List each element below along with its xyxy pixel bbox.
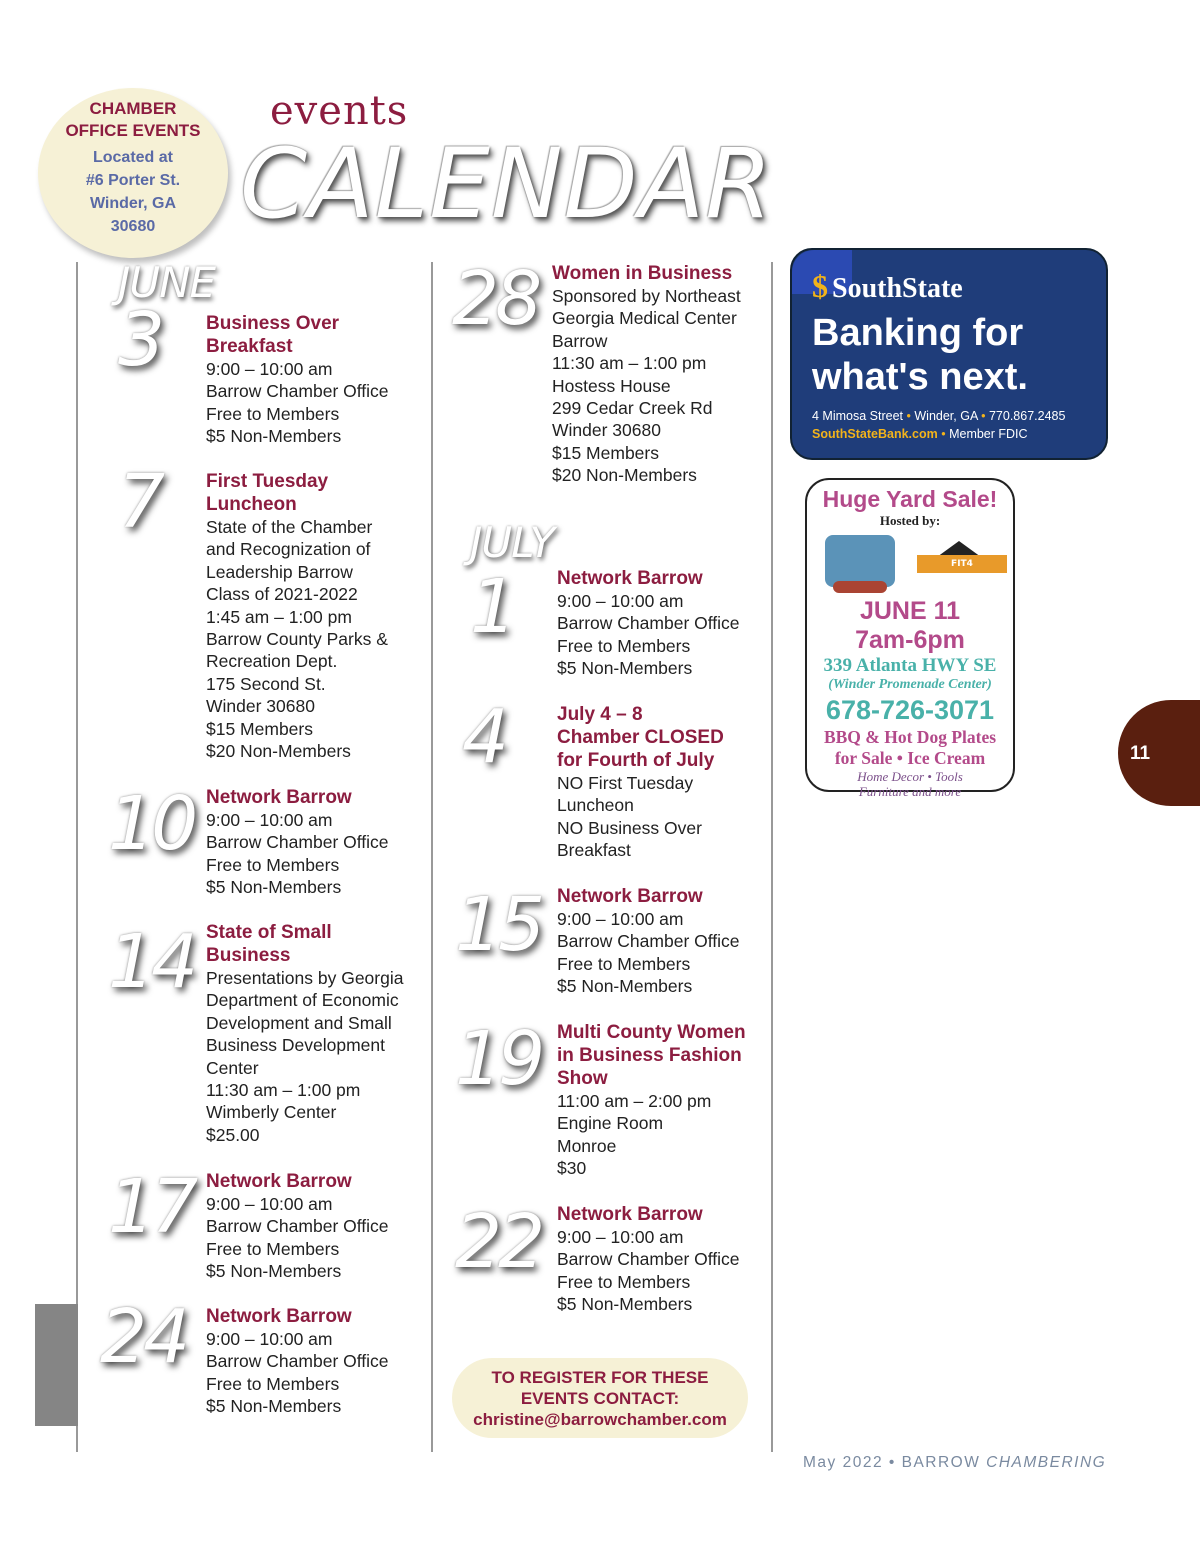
truck-logo-icon bbox=[825, 535, 895, 587]
event-detail: Center bbox=[206, 1057, 259, 1078]
event-day-number: 14 bbox=[108, 919, 195, 1005]
badge-line: OFFICE EVENTS bbox=[65, 121, 201, 140]
event-detail: Sponsored by Northeast bbox=[552, 286, 741, 306]
office-events-badge bbox=[38, 88, 228, 258]
event-detail: $5 Non-Members bbox=[206, 426, 342, 447]
fit4-logo-text: FIT4 ADVENTURES bbox=[917, 555, 1007, 573]
event-title: Network Barrow bbox=[557, 1204, 703, 1225]
event-entry bbox=[557, 885, 767, 998]
event-detail: $5 Non-Members bbox=[557, 658, 693, 679]
event-day-number: 24 bbox=[100, 1294, 187, 1380]
event-detail: $5 Non-Members bbox=[206, 1261, 342, 1282]
event-detail: Engine Room bbox=[557, 1113, 664, 1134]
event-detail: $5 Non-Members bbox=[557, 976, 693, 997]
event-title: Show bbox=[557, 1068, 608, 1089]
event-detail: Free to Members bbox=[206, 403, 340, 424]
event-detail: Free to Members bbox=[206, 1238, 340, 1259]
event-title: Chamber CLOSED bbox=[557, 727, 724, 748]
event-detail: Leadership Barrow bbox=[206, 561, 353, 582]
event-day-number: 22 bbox=[455, 1199, 542, 1285]
sale-time: 7am-6pm bbox=[855, 626, 965, 654]
ad-headline bbox=[812, 311, 1086, 399]
event-title: Network Barrow bbox=[557, 568, 703, 589]
sale-food: for Sale • Ice Cream bbox=[834, 748, 986, 768]
event-title: State of Small bbox=[206, 922, 332, 943]
fdic-note: Member FDIC bbox=[949, 427, 1028, 441]
yard-sale-ad[interactable] bbox=[805, 478, 1015, 799]
event-detail: Department of Economic bbox=[206, 990, 399, 1011]
column-divider bbox=[76, 262, 78, 1452]
event-detail: $20 Non-Members bbox=[552, 465, 697, 486]
event-detail: 11:00 am – 2:00 pm bbox=[557, 1091, 712, 1111]
event-entry bbox=[557, 567, 767, 680]
column-divider bbox=[431, 262, 433, 1452]
event-entry bbox=[557, 1203, 767, 1316]
southstate-logo bbox=[812, 268, 1086, 305]
headline-line: what's next. bbox=[812, 356, 1028, 398]
host-logos bbox=[807, 529, 1013, 597]
event-title: Network Barrow bbox=[206, 1171, 352, 1192]
event-entry bbox=[206, 470, 416, 762]
event-title: First Tuesday bbox=[206, 471, 329, 492]
sale-venue: (Winder Promenade Center) bbox=[828, 677, 992, 692]
event-detail: $5 Non-Members bbox=[206, 1396, 342, 1417]
column-divider bbox=[771, 262, 773, 1452]
event-detail: Wimberly Center bbox=[206, 1102, 337, 1123]
event-title: Business Over bbox=[206, 313, 340, 334]
address-street: 4 Mimosa Street bbox=[812, 409, 904, 423]
sale-date: JUNE 11 bbox=[859, 597, 961, 625]
event-detail: 9:00 – 10:00 am bbox=[557, 591, 684, 611]
event-detail: 11:30 am – 1:00 pm bbox=[552, 353, 707, 374]
decorative-bar bbox=[35, 1304, 78, 1426]
event-entry bbox=[206, 786, 416, 899]
page-footer bbox=[803, 1454, 1106, 1472]
event-detail: Free to Members bbox=[557, 635, 691, 656]
ad-address: 4 Mimosa Street • Winder, GA • 770.867.2485 bbox=[812, 409, 1066, 423]
event-title: Multi County Women bbox=[557, 1022, 746, 1043]
event-day-number: 1 bbox=[470, 564, 514, 650]
event-detail: 9:00 – 10:00 am bbox=[206, 1329, 333, 1349]
event-day-number: 4 bbox=[462, 694, 506, 780]
register-heading bbox=[452, 1367, 748, 1409]
event-detail: Monroe bbox=[557, 1135, 617, 1156]
address-city: Winder, GA bbox=[914, 409, 978, 423]
event-detail: 9:00 – 10:00 am bbox=[206, 1194, 333, 1214]
badge-line: CHAMBER bbox=[89, 99, 177, 118]
sale-items: Home Decor • Tools bbox=[857, 769, 963, 784]
register-line: TO REGISTER FOR THESE bbox=[491, 1368, 709, 1387]
badge-line: #6 Porter St. bbox=[85, 172, 181, 189]
events-heading: events bbox=[270, 88, 409, 134]
sale-phone: 678-726-3071 bbox=[825, 695, 995, 725]
event-entry bbox=[206, 1170, 416, 1283]
event-detail: Development and Small bbox=[206, 1012, 392, 1033]
event-detail: and Recognization of bbox=[206, 539, 371, 560]
event-detail: Barrow bbox=[552, 330, 608, 351]
sale-items: Furniture and more bbox=[858, 784, 962, 799]
event-detail: Georgia Medical Center bbox=[552, 308, 737, 329]
event-detail: $5 Non-Members bbox=[206, 877, 342, 898]
event-title: for Fourth of July bbox=[557, 750, 715, 771]
event-detail: 9:00 – 10:00 am bbox=[557, 909, 684, 929]
event-detail: 299 Cedar Creek Rd bbox=[552, 398, 713, 419]
badge-location bbox=[38, 146, 228, 238]
event-day-number: 28 bbox=[452, 256, 539, 342]
event-detail: Business Development bbox=[206, 1035, 385, 1056]
event-entry bbox=[206, 312, 416, 448]
event-detail: Barrow Chamber Office bbox=[557, 931, 740, 952]
event-detail: NO Business Over bbox=[557, 817, 702, 838]
event-detail: 175 Second St. bbox=[206, 673, 326, 694]
event-day-number: 7 bbox=[118, 459, 162, 545]
brand-name: SouthState bbox=[832, 273, 963, 304]
event-entry bbox=[552, 262, 762, 487]
register-contact bbox=[452, 1358, 748, 1438]
southstate-s-icon: $ bbox=[812, 268, 828, 304]
event-detail: Free to Members bbox=[206, 854, 340, 875]
event-detail: Winder 30680 bbox=[552, 420, 661, 441]
event-detail: Free to Members bbox=[557, 1271, 691, 1292]
event-detail: Barrow Chamber Office bbox=[206, 381, 389, 402]
event-detail: Presentations by Georgia bbox=[206, 968, 404, 988]
event-detail: Breakfast bbox=[557, 840, 631, 861]
event-title: Network Barrow bbox=[206, 787, 352, 808]
event-detail: Recreation Dept. bbox=[206, 651, 338, 672]
event-title: Network Barrow bbox=[206, 1306, 352, 1327]
ad-website: SouthStateBank.com • Member FDIC bbox=[812, 427, 1028, 441]
address-phone: 770.867.2485 bbox=[988, 409, 1066, 423]
event-detail: Barrow Chamber Office bbox=[557, 613, 740, 634]
event-detail: 11:30 am – 1:00 pm bbox=[206, 1080, 361, 1101]
sale-address: 339 Atlanta HWY SE bbox=[823, 655, 997, 676]
event-detail: Class of 2021-2022 bbox=[206, 584, 358, 605]
event-day-number: 19 bbox=[455, 1016, 542, 1102]
event-detail: Barrow County Parks & bbox=[206, 629, 388, 650]
page-number-tab bbox=[1118, 700, 1200, 806]
badge-title bbox=[38, 98, 228, 142]
event-detail: $5 Non-Members bbox=[557, 1294, 693, 1315]
event-entry bbox=[206, 1305, 416, 1418]
register-line: EVENTS CONTACT: bbox=[520, 1389, 680, 1408]
event-detail: $15 Members bbox=[206, 718, 313, 739]
event-detail: Barrow Chamber Office bbox=[557, 1249, 740, 1270]
footer-publication: CHAMBERING bbox=[986, 1454, 1107, 1471]
badge-line: Winder, GA bbox=[89, 195, 177, 212]
month-june: JUNE bbox=[118, 258, 216, 307]
event-detail: $25.00 bbox=[206, 1124, 260, 1145]
event-detail: $20 Non-Members bbox=[206, 741, 351, 762]
event-title: Business bbox=[206, 945, 291, 966]
page-number: 11 bbox=[1130, 743, 1151, 764]
event-title: Women in Business bbox=[552, 263, 733, 284]
event-detail: State of the Chamber bbox=[206, 517, 373, 537]
event-title: Breakfast bbox=[206, 336, 293, 357]
fit4-logo bbox=[917, 545, 1007, 587]
event-detail: Barrow Chamber Office bbox=[206, 1216, 389, 1237]
month-july: JULY bbox=[470, 518, 555, 567]
event-detail: Barrow Chamber Office bbox=[206, 832, 389, 853]
event-title: July 4 – 8 bbox=[557, 704, 643, 725]
event-day-number: 10 bbox=[108, 781, 195, 867]
event-entry bbox=[557, 1021, 767, 1180]
event-entry bbox=[206, 921, 416, 1146]
calendar-heading: CALENDAR bbox=[240, 128, 773, 240]
headline-line: Banking for bbox=[812, 312, 1024, 354]
event-detail: Winder 30680 bbox=[206, 696, 315, 717]
event-detail: 9:00 – 10:00 am bbox=[557, 1227, 684, 1247]
event-title: Luncheon bbox=[206, 494, 297, 515]
event-detail: 1:45 am – 1:00 pm bbox=[206, 606, 352, 627]
badge-line: 30680 bbox=[110, 218, 156, 235]
event-detail: 9:00 – 10:00 am bbox=[206, 810, 333, 830]
event-day-number: 3 bbox=[118, 297, 162, 383]
event-detail: 9:00 – 10:00 am bbox=[206, 359, 333, 379]
website-link[interactable]: SouthStateBank.com bbox=[812, 427, 938, 441]
event-detail: Luncheon bbox=[557, 795, 634, 816]
event-detail: NO First Tuesday bbox=[557, 773, 694, 793]
event-detail: Free to Members bbox=[206, 1373, 340, 1394]
southstate-ad[interactable] bbox=[790, 248, 1108, 460]
sale-food: BBQ & Hot Dog Plates bbox=[823, 727, 997, 747]
event-detail: $15 Members bbox=[552, 442, 659, 463]
yard-sale-title: Huge Yard Sale! bbox=[822, 486, 998, 512]
event-entry bbox=[557, 703, 767, 862]
register-email[interactable]: christine@barrowchamber.com bbox=[473, 1410, 727, 1429]
event-detail: Hostess House bbox=[552, 375, 671, 396]
event-detail: $30 bbox=[557, 1158, 587, 1179]
badge-line: Located at bbox=[92, 149, 173, 166]
event-day-number: 15 bbox=[455, 882, 542, 968]
hosted-by: Hosted by: bbox=[879, 513, 941, 528]
event-detail: Free to Members bbox=[557, 953, 691, 974]
event-title: in Business Fashion bbox=[557, 1045, 742, 1066]
event-day-number: 17 bbox=[108, 1164, 195, 1250]
footer-date: May 2022 • BARROW bbox=[803, 1454, 981, 1471]
event-detail: Barrow Chamber Office bbox=[206, 1351, 389, 1372]
event-title: Network Barrow bbox=[557, 886, 703, 907]
